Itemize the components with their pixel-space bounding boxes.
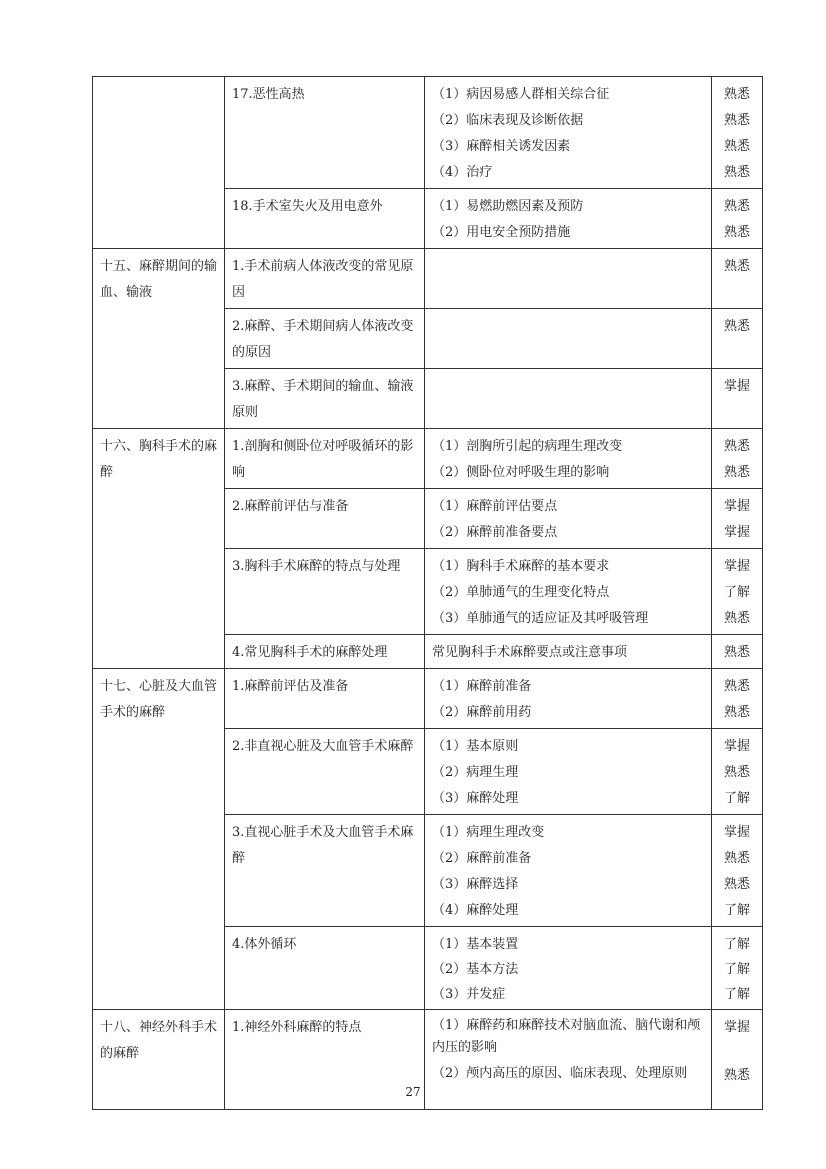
level: 了解 [723, 987, 750, 1002]
item: （1）基本原则 [432, 739, 519, 754]
topic-cell: 1.神经外科麻醉的特点 [225, 1010, 425, 1110]
item: （4）麻醉处理 [432, 903, 519, 918]
item: （4）治疗 [432, 165, 493, 180]
level: 了解 [723, 903, 750, 918]
unit-cell: 十七、心脏及大血管手术的麻醉 [93, 669, 225, 1010]
item: （1）病理生理改变 [432, 825, 545, 840]
item: （1）易燃助燃因素及预防 [432, 199, 584, 214]
topic-cell: 3.直视心脏手术及大血管手术麻醉 [225, 815, 425, 927]
level: 熟悉 [723, 645, 750, 660]
item: （1）病因易感人群相关综合征 [432, 87, 610, 102]
level-cell [712, 309, 763, 369]
level: 掌握 [723, 739, 750, 754]
unit-cell: 十八、神经外科手术的麻醉 [93, 1010, 225, 1110]
level: 掌握 [723, 379, 750, 394]
table-row [93, 249, 763, 309]
table-row [93, 669, 763, 729]
item: （2）麻醉前准备要点 [432, 525, 558, 540]
item: （3）麻醉处理 [432, 791, 519, 806]
level: 掌握 [723, 825, 750, 840]
level-cell [712, 489, 763, 549]
level-cell [712, 549, 763, 635]
item: （2）侧卧位对呼吸生理的影响 [432, 465, 610, 480]
topic-cell: 1.麻醉前评估及准备 [225, 669, 425, 729]
items-cell [425, 189, 712, 249]
items-cell [425, 927, 712, 1010]
level: 熟悉 [723, 87, 750, 102]
level: 了解 [723, 585, 750, 600]
level: 熟悉 [723, 611, 750, 626]
level-cell [712, 669, 763, 729]
item: （1）基本装置 [432, 937, 519, 952]
items-cell [425, 249, 712, 309]
level: 熟悉 [723, 765, 750, 780]
level-cell [712, 249, 763, 309]
level-cell [712, 635, 763, 669]
item: （2）用电安全预防措施 [432, 225, 571, 240]
level: 熟悉 [723, 113, 750, 128]
level-cell [712, 369, 763, 429]
level: 熟悉 [723, 225, 750, 240]
items-cell [425, 729, 712, 815]
syllabus-table [92, 76, 763, 1110]
item: （1）麻醉前准备 [432, 679, 532, 694]
level: 熟悉 [723, 199, 750, 214]
topic-cell: 2.麻醉前评估与准备 [225, 489, 425, 549]
items-cell [425, 635, 712, 669]
topic-cell: 1.剖胸和侧卧位对呼吸循环的影响 [225, 429, 425, 489]
unit-cell: 十五、麻醉期间的输血、输液 [93, 249, 225, 429]
level: 熟悉 [723, 1068, 750, 1083]
page-number: 27 [405, 1085, 421, 1099]
item: （3）麻醉相关诱发因素 [432, 139, 571, 154]
topic-cell: 3.麻醉、手术期间的输血、输液原则 [225, 369, 425, 429]
item: （2）颅内高压的原因、临床表现、处理原则 [432, 1066, 688, 1081]
items-cell [425, 815, 712, 927]
table-row [93, 429, 763, 489]
item: （3）麻醉选择 [432, 877, 519, 892]
level: 熟悉 [723, 705, 750, 720]
level: 熟悉 [723, 465, 750, 480]
level-cell [712, 729, 763, 815]
topic-cell: 4.体外循环 [225, 927, 425, 1010]
level-cell [712, 429, 763, 489]
unit-cell: 十六、胸科手术的麻醉 [93, 429, 225, 669]
item: （1）麻醉药和麻醉技术对脑血流、脑代谢和颅内压的影响 [432, 1018, 701, 1055]
topic-cell: 1.手术前病人体液改变的常见原因 [225, 249, 425, 309]
item: （1）胸科手术麻醉的基本要求 [432, 559, 610, 574]
items-cell [425, 669, 712, 729]
level-cell [712, 189, 763, 249]
level: 掌握 [723, 559, 750, 574]
level: 掌握 [723, 1020, 750, 1035]
item: （2）病理生理 [432, 765, 519, 780]
unit-cell [93, 77, 225, 249]
item: （3）并发症 [432, 987, 506, 1002]
level: 熟悉 [723, 679, 750, 694]
level: 熟悉 [723, 851, 750, 866]
items-cell [425, 549, 712, 635]
items-cell [425, 309, 712, 369]
level: 熟悉 [723, 165, 750, 180]
item: （2）单肺通气的生理变化特点 [432, 585, 610, 600]
level: 掌握 [723, 525, 750, 540]
topic-cell: 17.恶性高热 [225, 77, 425, 189]
item: （2）麻醉前用药 [432, 705, 532, 720]
level: 熟悉 [723, 259, 750, 274]
topic-cell: 2.麻醉、手术期间病人体液改变的原因 [225, 309, 425, 369]
item: （2）临床表现及诊断依据 [432, 113, 584, 128]
level-cell [712, 927, 763, 1010]
item: 常见胸科手术麻醉要点或注意事项 [432, 645, 628, 660]
topic-cell: 4.常见胸科手术的麻醉处理 [225, 635, 425, 669]
table-row [93, 77, 763, 189]
topic-cell: 2.非直视心脏及大血管手术麻醉 [225, 729, 425, 815]
item: （2）基本方法 [432, 962, 519, 977]
items-cell [425, 429, 712, 489]
level: 熟悉 [723, 139, 750, 154]
items-cell [425, 489, 712, 549]
level: 熟悉 [723, 319, 750, 334]
item: （1）剖胸所引起的病理生理改变 [432, 439, 623, 454]
level-cell [712, 815, 763, 927]
level: 熟悉 [723, 877, 750, 892]
level: 了解 [723, 962, 750, 977]
item: （1）麻醉前评估要点 [432, 499, 558, 514]
item: （2）麻醉前准备 [432, 851, 532, 866]
level: 熟悉 [723, 439, 750, 454]
level: 掌握 [723, 499, 750, 514]
level: 了解 [723, 791, 750, 806]
items-cell [425, 369, 712, 429]
items-cell [425, 77, 712, 189]
level-cell [712, 77, 763, 189]
item: （3）单肺通气的适应证及其呼吸管理 [432, 611, 649, 626]
level: 了解 [723, 937, 750, 952]
topic-cell: 18.手术室失火及用电意外 [225, 189, 425, 249]
topic-cell: 3.胸科手术麻醉的特点与处理 [225, 549, 425, 635]
